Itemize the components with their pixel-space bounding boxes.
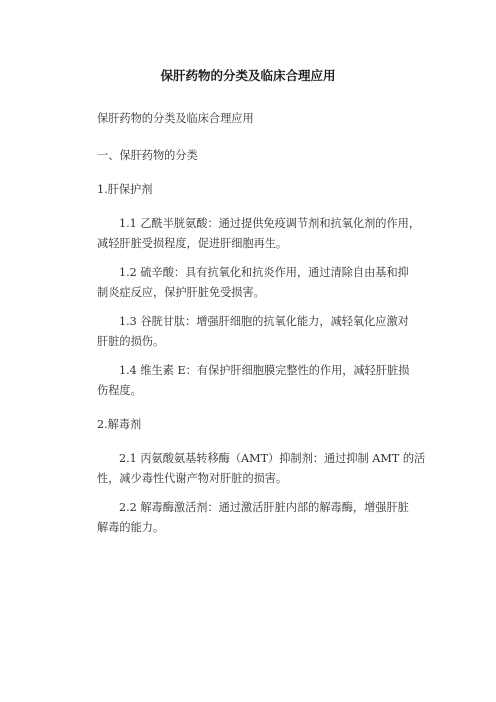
paragraph-line: 减轻肝脏受损程度，促进肝细胞再生。 (97, 237, 288, 250)
section-heading: 一、保肝药物的分类 (97, 149, 198, 162)
paragraph-line: 1.1 乙酰半胱氨酸：通过提供免疫调节剂和抗氧化剂的作用， (119, 217, 421, 230)
subtitle-line: 保肝药物的分类及临床合理应用 (97, 112, 254, 125)
paragraph-line: 1.3 谷胱甘肽：增强肝细胞的抗氧化能力，减轻氧化应激对 (119, 315, 409, 328)
document-title: 保肝药物的分类及临床合理应用 (160, 68, 336, 83)
paragraph-line: 2.2 解毒酶激活剂：通过激活肝脏内部的解毒酶，增强肝脏 (119, 501, 409, 514)
paragraph-line: 1.4 维生素 E：有保护肝细胞膜完整性的作用，减轻肝脏损 (119, 364, 410, 377)
subsection-heading: 1.肝保护剂 (97, 183, 153, 196)
paragraph-line: 制炎症反应，保护肝脏免受损害。 (97, 286, 265, 299)
paragraph-line: 2.1 丙氨酸氨基转移酶（AMT）抑制剂：通过抑制 AMT 的活 (119, 452, 426, 465)
paragraph-line: 1.2 硫辛酸：具有抗氧化和抗炎作用，通过清除自由基和抑 (119, 266, 409, 279)
paragraph-line: 性，减少毒性代谢产物对肝脏的损害。 (97, 472, 288, 485)
paragraph-line: 伤程度。 (97, 384, 142, 397)
subsection-heading: 2.解毒剂 (97, 418, 142, 431)
paragraph-line: 肝脏的损伤。 (97, 335, 165, 348)
paragraph-line: 解毒的能力。 (97, 521, 165, 534)
